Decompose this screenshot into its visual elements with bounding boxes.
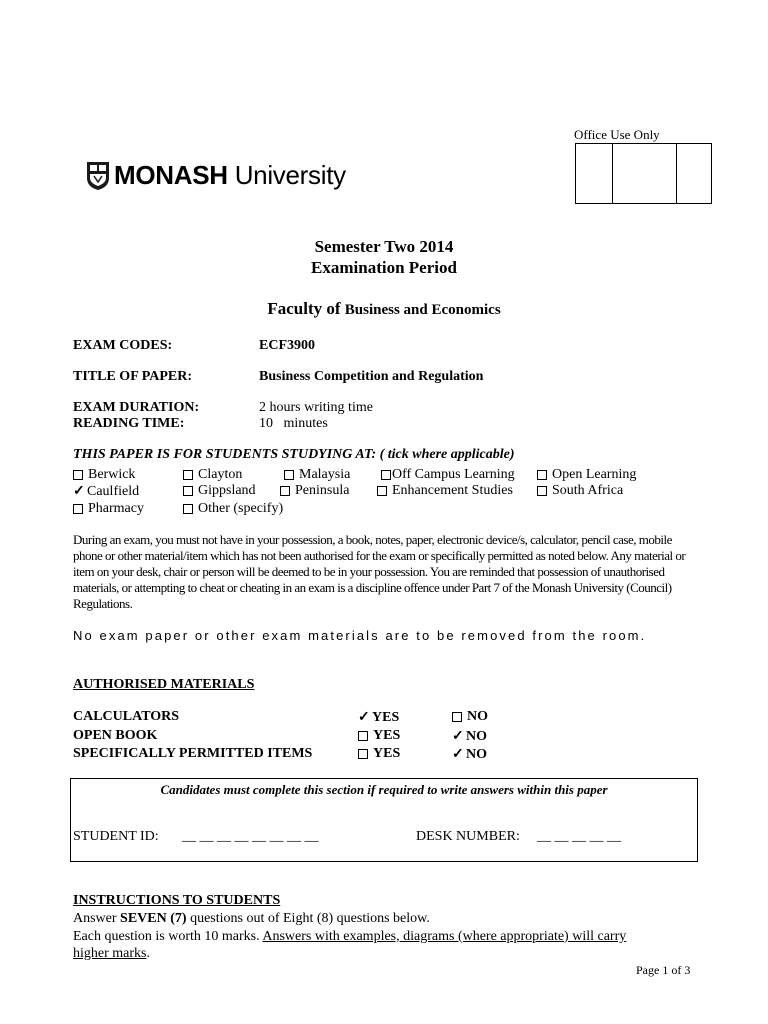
office-use-cell — [677, 144, 711, 203]
calculators-yes[interactable] — [358, 709, 399, 726]
exam-codes-label: EXAM CODES: — [73, 338, 173, 353]
checkbox-icon — [280, 486, 290, 496]
checkbox-icon — [73, 470, 83, 480]
material-label-permitted-items: SPECIFICALLY PERMITTED ITEMS — [73, 746, 313, 761]
campus-label: Clayton — [198, 467, 243, 482]
no-removal-notice: No exam paper or other exam materials are to be removed from the room. — [73, 628, 647, 643]
logo-word-monash: MONASH — [114, 160, 228, 190]
monash-crest-icon — [86, 161, 110, 191]
campus-label: Caulfield — [87, 483, 140, 499]
instr-text: Each question is worth 10 marks. — [73, 929, 263, 944]
candidate-section-heading: Candidates must complete this section if required to write answers within this paper — [160, 782, 608, 797]
no-label: NO — [466, 746, 487, 762]
campus-checkbox-berwick[interactable] — [73, 467, 135, 483]
faculty-prefix: Faculty of — [267, 299, 345, 318]
yes-label: YES — [373, 728, 401, 743]
faculty-name: Business and Economics — [344, 302, 501, 318]
monash-logo — [86, 160, 346, 191]
instructions-line-3 — [73, 946, 150, 962]
checkbox-icon — [183, 470, 193, 480]
campus-label: Gippsland — [198, 483, 256, 498]
campus-checkbox-pharmacy[interactable] — [73, 501, 144, 517]
campus-label: Off Campus Learning — [392, 467, 515, 482]
instr-underlined: Answers with examples, diagrams (where appropriate) will carry — [262, 929, 627, 944]
campus-label: Open Learning — [552, 467, 637, 482]
checkbox-icon — [537, 470, 547, 480]
checkbox-icon — [358, 749, 368, 759]
office-use-cell — [613, 144, 677, 203]
student-id-label: STUDENT ID: — [73, 829, 159, 844]
permitted-items-yes[interactable] — [358, 746, 400, 762]
logo-word-university: University — [227, 160, 346, 190]
checkbox-icon — [284, 470, 294, 480]
yes-label: YES — [373, 746, 401, 761]
campus-label: Peninsula — [295, 483, 350, 498]
campus-label: South Africa — [552, 483, 624, 498]
checkbox-icon — [183, 486, 193, 496]
reading-time-label: READING TIME: — [73, 416, 185, 431]
campus-label: Pharmacy — [88, 501, 144, 516]
semester-title: Semester Two 2014 — [314, 237, 454, 256]
open-book-yes[interactable] — [358, 728, 400, 744]
campus-checkbox-caulfield[interactable] — [73, 483, 139, 500]
student-id-field[interactable]: __ __ __ __ __ __ __ __ — [182, 829, 319, 844]
title-of-paper-label: TITLE OF PAPER: — [73, 369, 193, 384]
campus-label: Malaysia — [299, 467, 351, 482]
examination-period: Examination Period — [311, 258, 457, 277]
checkbox-icon — [537, 486, 547, 496]
office-use-label: Office Use Only — [574, 127, 660, 142]
campus-label: Other (specify) — [198, 501, 284, 516]
instructions-line-2 — [73, 929, 695, 945]
desk-number-label: DESK NUMBER: — [416, 829, 520, 844]
checkbox-icon — [183, 504, 193, 514]
desk-number-field[interactable]: __ __ __ __ __ — [537, 829, 621, 844]
instr-text: . — [146, 946, 150, 961]
material-label-calculators: CALCULATORS — [73, 709, 180, 724]
exam-rules-paragraph: During an exam, you must not have in your possession, a book, notes, paper, electronic device/s, calculator, pencil case, mobile phone or other material/item which has not been authorised for the exam or specifically permitted as noted below. Any material or item on your desk, chair or person will be deemed to be in your possession. You are reminded that possession of unauthorised materials, or attempting to cheat or cheating in an exam is a discipline offence under Part 7 of the Monash University (Council) Regulations. — [73, 532, 686, 611]
page-number: Page 1 of 3 — [636, 963, 691, 977]
no-label: NO — [466, 728, 487, 744]
instructions-line-1 — [73, 911, 430, 927]
checkbox-icon — [358, 731, 368, 741]
checkbox-icon — [73, 504, 83, 514]
checkbox-icon — [452, 712, 462, 722]
faculty-title — [0, 299, 768, 319]
open-book-no[interactable] — [452, 728, 487, 745]
campus-checkbox-gippsland[interactable] — [183, 483, 256, 499]
checkbox-icon — [381, 470, 391, 480]
material-label-open-book: OPEN BOOK — [73, 728, 158, 743]
yes-label: YES — [372, 709, 400, 725]
instr-text: questions out of Eight (8) questions below. — [186, 911, 430, 926]
exam-codes-value: ECF3900 — [259, 338, 315, 353]
instr-text: Answer — [73, 911, 121, 926]
campus-checkbox-off-campus[interactable] — [381, 467, 515, 483]
office-use-box — [575, 143, 712, 204]
exam-duration-label: EXAM DURATION: — [73, 400, 200, 415]
campus-checkbox-open-learning[interactable] — [537, 467, 636, 483]
campus-checkbox-other[interactable] — [183, 501, 283, 517]
office-use-cell — [576, 144, 613, 203]
instructions-heading: INSTRUCTIONS TO STUDENTS — [73, 893, 281, 908]
checkmark-icon: ✓ — [452, 747, 464, 762]
permitted-items-no[interactable] — [452, 746, 487, 763]
authorised-materials-heading: AUTHORISED MATERIALS — [73, 677, 255, 692]
instr-underlined: higher marks — [73, 946, 147, 961]
no-label: NO — [467, 709, 488, 724]
calculators-no[interactable] — [452, 709, 488, 725]
campus-heading: THIS PAPER IS FOR STUDENTS STUDYING AT: ( tick where applicable) — [73, 447, 515, 462]
campus-label: Enhancement Studies — [392, 483, 513, 498]
campus-checkbox-malaysia[interactable] — [284, 467, 350, 483]
checkmark-icon: ✓ — [73, 484, 85, 499]
campus-label: Berwick — [88, 467, 136, 482]
campus-checkbox-enhancement[interactable] — [377, 483, 513, 499]
reading-time-value: 10 minutes — [259, 416, 328, 431]
instr-bold-count: SEVEN (7) — [120, 911, 187, 926]
checkmark-icon: ✓ — [452, 729, 464, 744]
checkmark-icon: ✓ — [358, 710, 370, 725]
title-of-paper-value: Business Competition and Regulation — [259, 369, 484, 384]
checkbox-icon — [377, 486, 387, 496]
campus-checkbox-south-africa[interactable] — [537, 483, 623, 499]
campus-checkbox-clayton[interactable] — [183, 467, 242, 483]
campus-checkbox-peninsula[interactable] — [280, 483, 349, 499]
exam-duration-value: 2 hours writing time — [259, 400, 373, 415]
